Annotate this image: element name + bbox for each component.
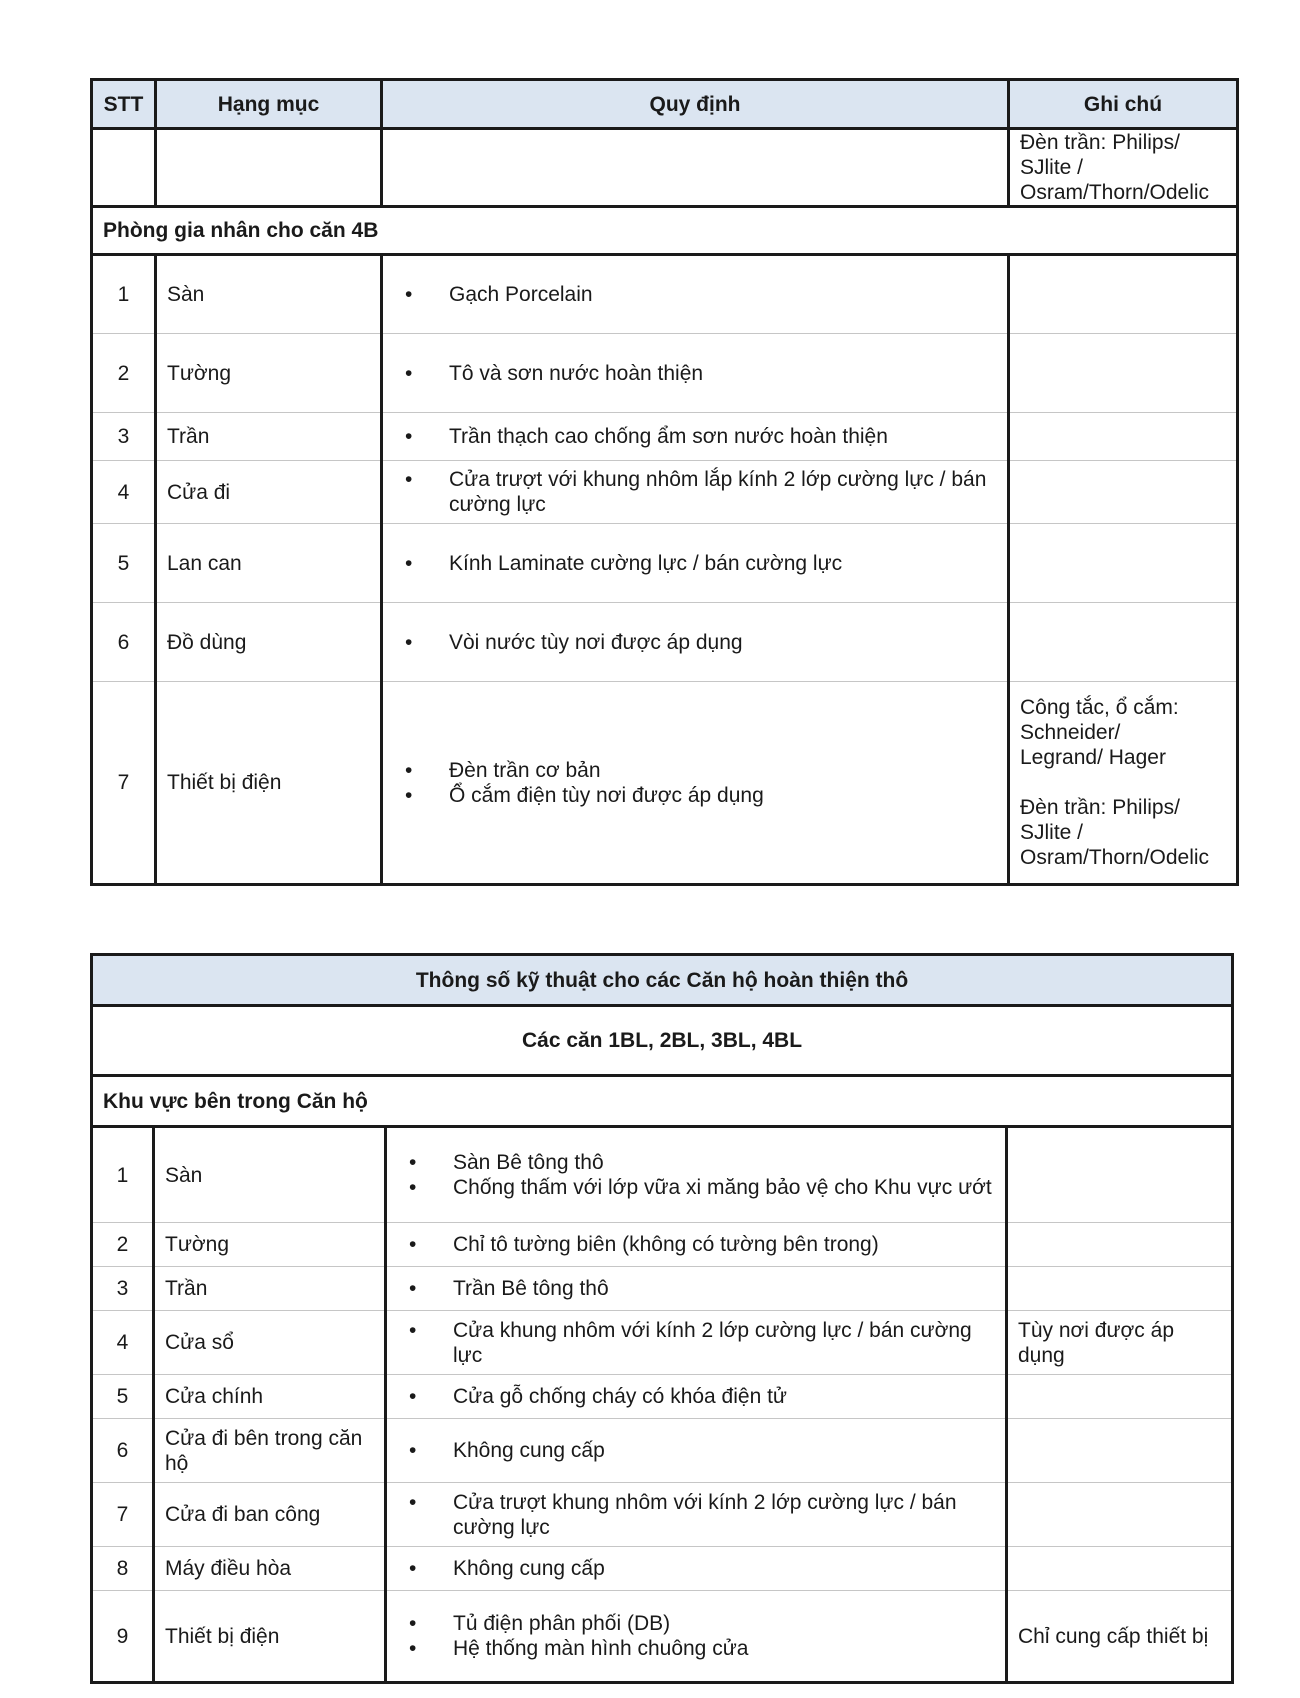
row-number: 2 — [92, 334, 156, 413]
section-title: Phòng gia nhân cho căn 4B — [92, 207, 1238, 255]
table-row — [92, 1223, 1233, 1267]
row-number: 3 — [92, 1267, 154, 1311]
spec-list — [397, 1276, 995, 1301]
spec-item: • Không cung cấp — [397, 1556, 995, 1581]
spec-item: • Trần thạch cao chống ẩm sơn nước hoàn thiện — [393, 424, 997, 449]
row-number: 8 — [92, 1547, 154, 1591]
spec-list — [393, 282, 997, 307]
note-cell — [1007, 1419, 1233, 1483]
row-number: 6 — [92, 603, 156, 682]
note-cell: Đèn trần: Philips/ SJlite / Osram/Thorn/Odelic — [1009, 129, 1238, 207]
table-row — [92, 682, 1238, 885]
item-name: Máy điều hòa — [154, 1547, 386, 1591]
row-number: 3 — [92, 413, 156, 461]
table-row — [92, 129, 1238, 207]
row-number: 1 — [92, 1127, 154, 1223]
item-name: Cửa đi ban công — [154, 1483, 386, 1547]
table-finishing-specs — [90, 78, 1239, 886]
table-header-row — [92, 80, 1238, 129]
spec-item: • Không cung cấp — [397, 1438, 995, 1463]
table-row — [92, 413, 1238, 461]
note-cell — [1009, 413, 1238, 461]
spec-list — [397, 1556, 995, 1581]
spec-item: • Ổ cắm điện tùy nơi được áp dụng — [393, 783, 997, 808]
table2-body — [92, 1127, 1233, 1683]
spec-item: • Chống thấm với lớp vữa xi măng bảo vệ cho Khu vực ướt — [397, 1175, 995, 1200]
note-cell — [1007, 1547, 1233, 1591]
spec-item: • Cửa khung nhôm với kính 2 lớp cường lực / bán cường lực — [397, 1318, 995, 1368]
spec-cell — [382, 524, 1009, 603]
spec-list — [397, 1232, 995, 1257]
spec-cell — [386, 1223, 1007, 1267]
spec-cell — [386, 1591, 1007, 1683]
table-row — [92, 334, 1238, 413]
row-number: 1 — [92, 255, 156, 334]
note-cell — [1009, 524, 1238, 603]
table-row — [92, 1311, 1233, 1375]
table-row — [92, 524, 1238, 603]
spec-list — [397, 1318, 995, 1368]
row-number: 6 — [92, 1419, 154, 1483]
spec-cell — [386, 1127, 1007, 1223]
spec-item: • Chỉ tô tường biên (không có tường bên trong) — [397, 1232, 995, 1257]
table-row — [92, 1267, 1233, 1311]
table-row — [92, 461, 1238, 524]
spec-list — [393, 630, 997, 655]
spec-cell — [382, 682, 1009, 885]
spec-cell — [386, 1375, 1007, 1419]
table-row — [92, 255, 1238, 334]
spec-item: • Kính Laminate cường lực / bán cường lực — [393, 551, 997, 576]
table-row — [92, 1483, 1233, 1547]
spec-item: • Tủ điện phân phối (DB) — [397, 1611, 995, 1636]
note-cell — [1007, 1267, 1233, 1311]
item-name: Sàn — [154, 1127, 386, 1223]
spec-item: • Hệ thống màn hình chuông cửa — [397, 1636, 995, 1661]
item-name: Trần — [154, 1267, 386, 1311]
note-cell — [1007, 1483, 1233, 1547]
section-row — [92, 207, 1238, 255]
spec-item: • Cửa trượt khung nhôm với kính 2 lớp cường lực / bán cường lực — [397, 1490, 995, 1540]
note-cell — [1009, 255, 1238, 334]
table-row — [92, 1419, 1233, 1483]
spec-item: • Sàn Bê tông thô — [397, 1150, 995, 1175]
table-title-row — [92, 955, 1233, 1006]
spec-list — [397, 1384, 995, 1409]
row-number: 7 — [92, 682, 156, 885]
spec-item: • Đèn trần cơ bản — [393, 758, 997, 783]
note-cell — [1009, 461, 1238, 524]
spec-item: • Cửa gỗ chống cháy có khóa điện tử — [397, 1384, 995, 1409]
table-subtitle-row — [92, 1006, 1233, 1076]
item-name: Sàn — [156, 255, 382, 334]
item-name: Cửa chính — [154, 1375, 386, 1419]
note-cell — [1007, 1375, 1233, 1419]
note-cell — [1009, 603, 1238, 682]
item-name: Tường — [154, 1223, 386, 1267]
table-shell-specs — [90, 953, 1234, 1684]
spec-list — [393, 467, 997, 517]
item-name: Lan can — [156, 524, 382, 603]
item-name: Đồ dùng — [156, 603, 382, 682]
spec-item: • Gạch Porcelain — [393, 282, 997, 307]
note-cell: Công tắc, ổ cắm: Schneider/ Legrand/ Hager Đèn trần: Philips/ SJlite / Osram/Thorn/Odelic — [1009, 682, 1238, 885]
spec-list — [397, 1490, 995, 1540]
col-header-item: Hạng mục — [156, 80, 382, 129]
spec-cell — [382, 413, 1009, 461]
table-row — [92, 603, 1238, 682]
table-row — [92, 1375, 1233, 1419]
row-number: 5 — [92, 1375, 154, 1419]
spec-cell — [386, 1547, 1007, 1591]
item-name: Trần — [156, 413, 382, 461]
row-number: 4 — [92, 1311, 154, 1375]
table-row — [92, 1591, 1233, 1683]
row-number: 7 — [92, 1483, 154, 1547]
spec-cell — [382, 461, 1009, 524]
section-title: Khu vực bên trong Căn hộ — [92, 1076, 1233, 1127]
table-row — [92, 1127, 1233, 1223]
spec-cell — [382, 603, 1009, 682]
item-name: Cửa sổ — [154, 1311, 386, 1375]
section-row — [92, 1076, 1233, 1127]
spec-cell — [386, 1267, 1007, 1311]
row-number: 4 — [92, 461, 156, 524]
row-number: 9 — [92, 1591, 154, 1683]
table-row — [92, 1547, 1233, 1591]
table1-body — [92, 255, 1238, 885]
spec-list — [397, 1150, 995, 1200]
table-title: Thông số kỹ thuật cho các Căn hộ hoàn thiện thô — [92, 955, 1233, 1006]
spec-item: • Tô và sơn nước hoàn thiện — [393, 361, 997, 386]
col-header-spec: Quy định — [382, 80, 1009, 129]
note-cell: Tùy nơi được áp dụng — [1007, 1311, 1233, 1375]
item-name: Thiết bị điện — [154, 1591, 386, 1683]
item-name: Tường — [156, 334, 382, 413]
row-number: 2 — [92, 1223, 154, 1267]
row-number: 5 — [92, 524, 156, 603]
spec-cell — [386, 1483, 1007, 1547]
item-name: Cửa đi — [156, 461, 382, 524]
item-name: Thiết bị điện — [156, 682, 382, 885]
spec-list — [393, 424, 997, 449]
note-cell — [1007, 1127, 1233, 1223]
spec-cell — [382, 255, 1009, 334]
spec-item: • Vòi nước tùy nơi được áp dụng — [393, 630, 997, 655]
spec-cell — [386, 1311, 1007, 1375]
spec-list — [393, 758, 997, 808]
table-subtitle: Các căn 1BL, 2BL, 3BL, 4BL — [92, 1006, 1233, 1076]
item-name: Cửa đi bên trong căn hộ — [154, 1419, 386, 1483]
spec-cell — [382, 334, 1009, 413]
spec-list — [393, 551, 997, 576]
spec-list — [397, 1611, 995, 1661]
note-cell — [1007, 1223, 1233, 1267]
spec-item: • Trần Bê tông thô — [397, 1276, 995, 1301]
col-header-note: Ghi chú — [1009, 80, 1238, 129]
note-cell — [1009, 334, 1238, 413]
spec-list — [393, 361, 997, 386]
spec-cell — [386, 1419, 1007, 1483]
note-cell: Chỉ cung cấp thiết bị — [1007, 1591, 1233, 1683]
spec-list — [397, 1438, 995, 1463]
spec-item: • Cửa trượt với khung nhôm lắp kính 2 lớp cường lực / bán cường lực — [393, 467, 997, 517]
col-header-stt: STT — [92, 80, 156, 129]
